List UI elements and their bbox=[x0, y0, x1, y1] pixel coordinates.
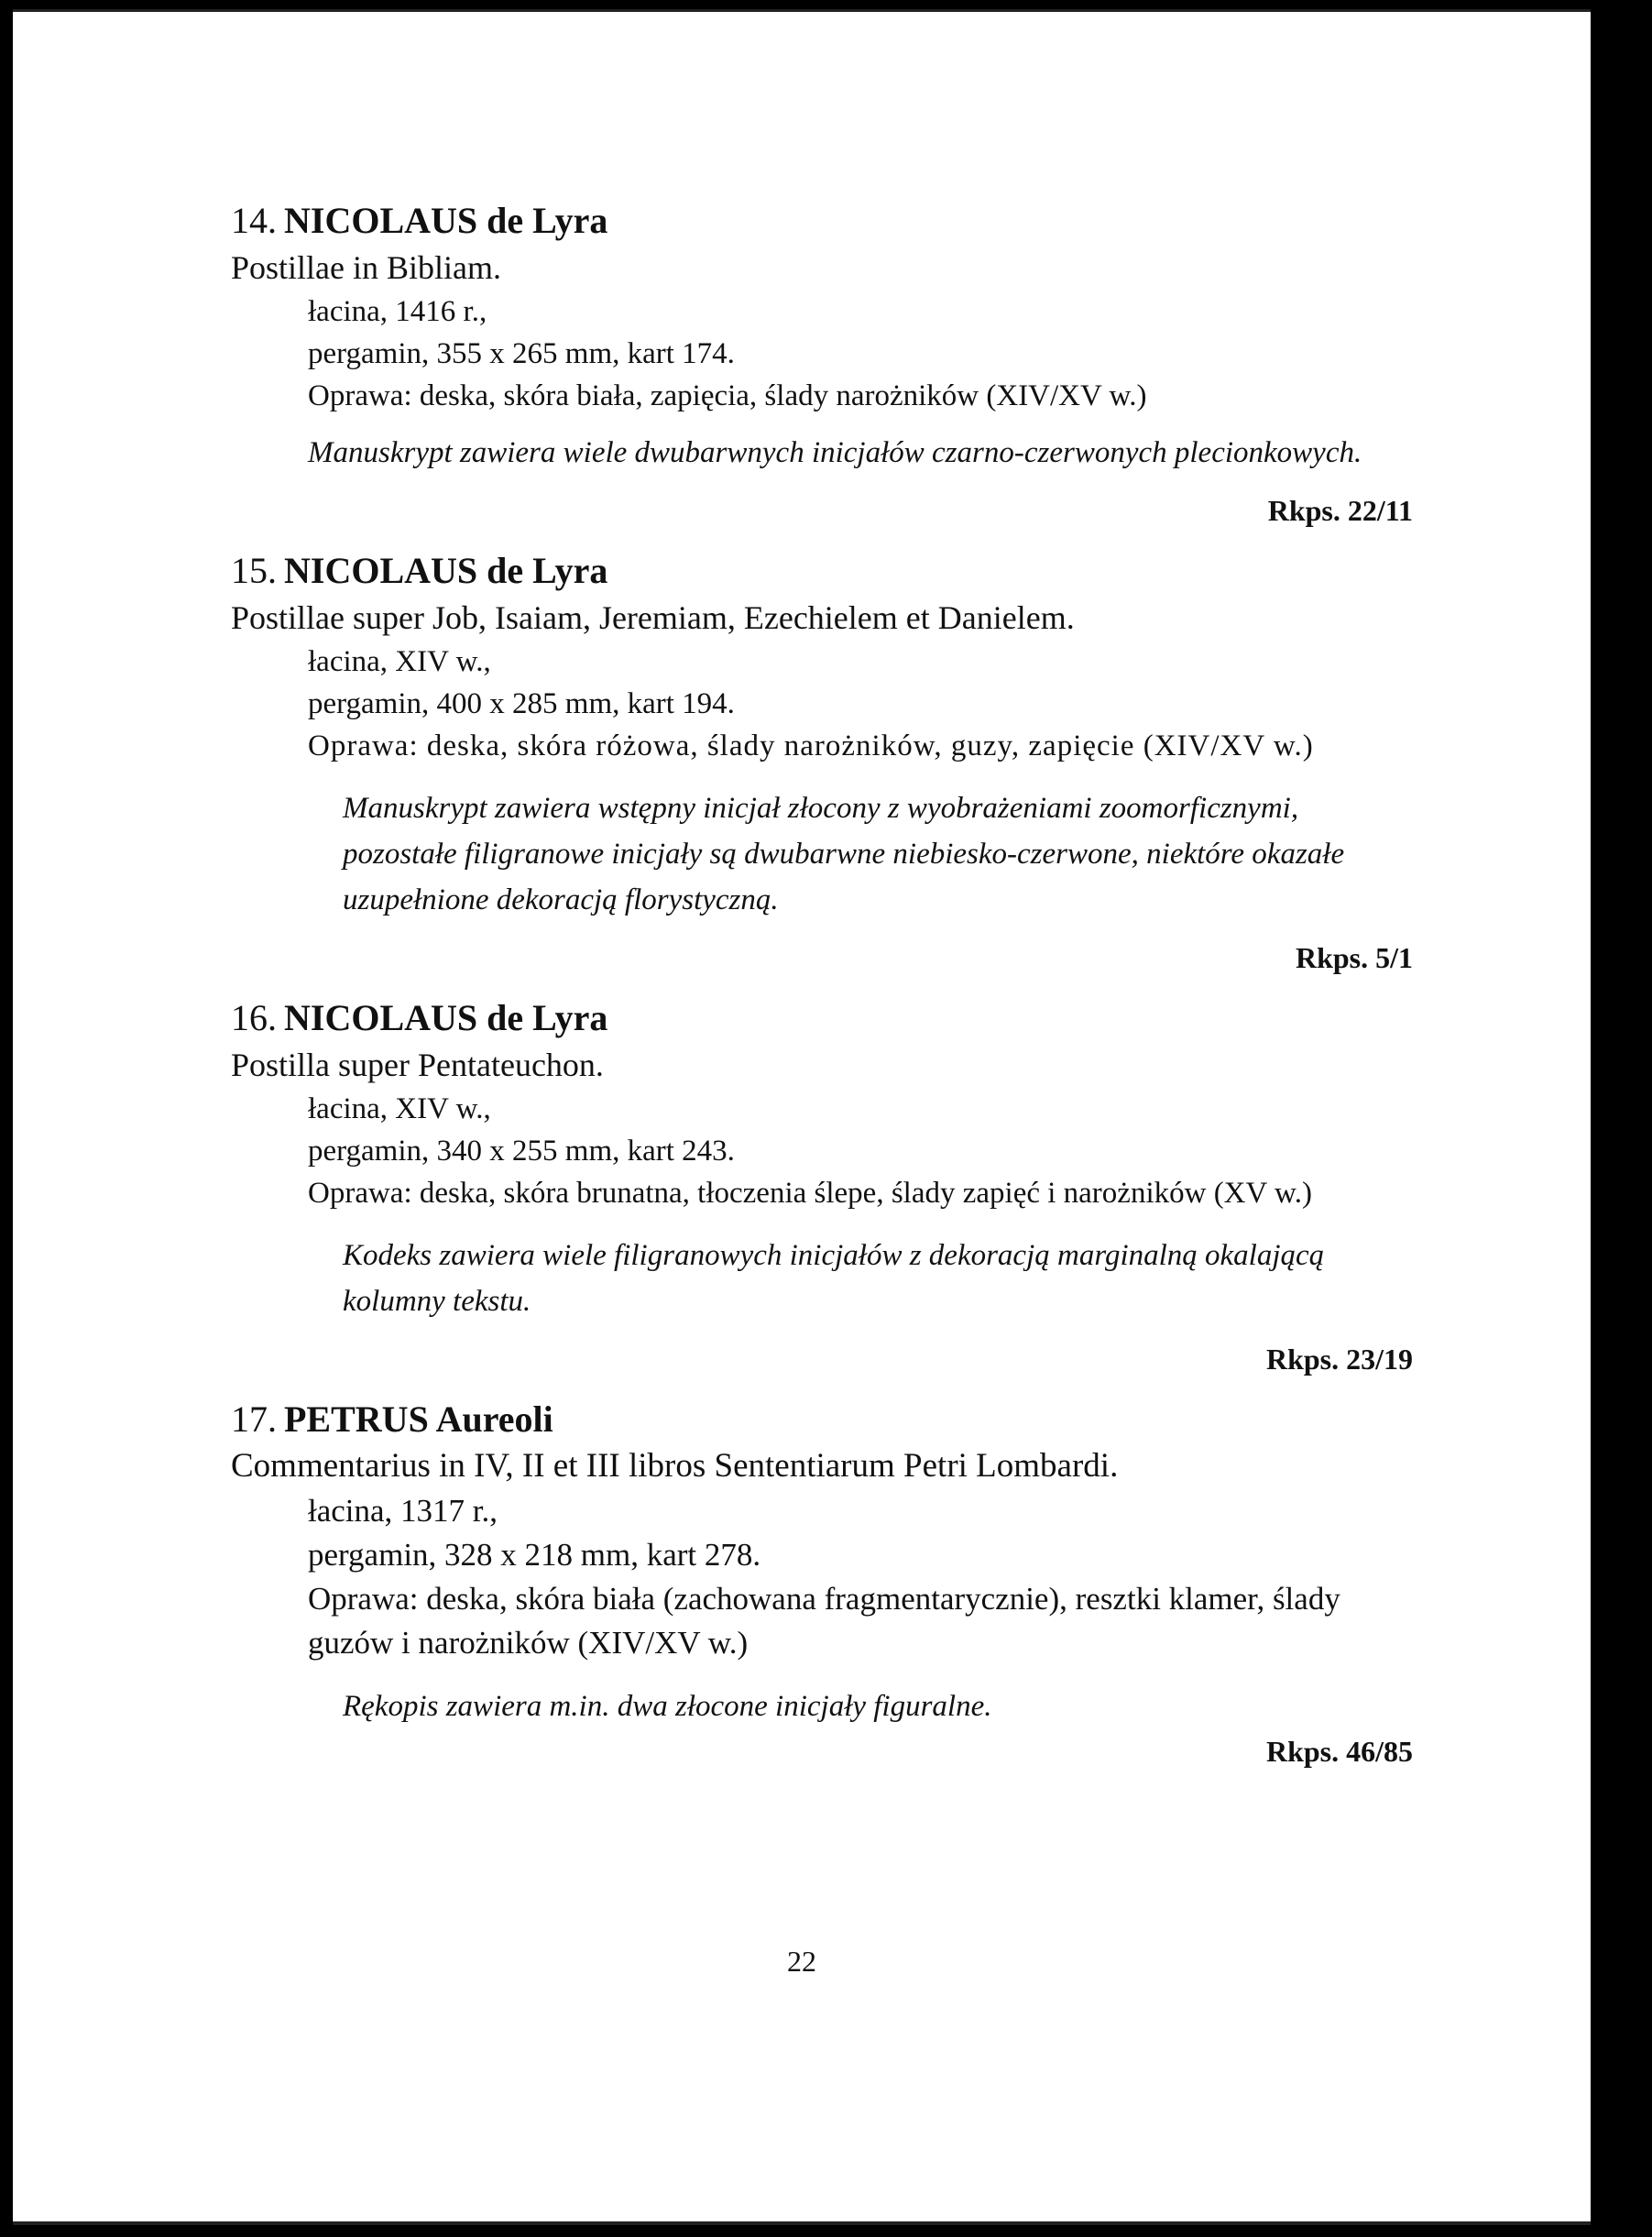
page-top-edge bbox=[13, 9, 1591, 12]
entry-material: pergamin, 340 x 255 mm, kart 243. bbox=[308, 1135, 735, 1168]
entry-heading bbox=[231, 994, 1413, 1042]
entry-binding: Oprawa: deska, skóra biała (zachowana fragmentarycznie), resztki klamer, ślady guzów i narożników (XIV/XV w.) bbox=[308, 1581, 1340, 1661]
page-bottom-edge bbox=[13, 2221, 1591, 2225]
entry-heading bbox=[231, 547, 1413, 595]
page-number: 22 bbox=[787, 1945, 816, 1978]
entry-language-date: łacina, XIV w., bbox=[308, 1092, 491, 1125]
catalog-entry-15 bbox=[231, 547, 1413, 980]
entry-material: pergamin, 400 x 285 mm, kart 194. bbox=[308, 687, 735, 720]
entry-shelfmark: Rkps. 46/85 bbox=[1265, 1735, 1413, 1768]
catalog-entry-14 bbox=[231, 197, 1413, 532]
entry-material: pergamin, 355 x 265 mm, kart 174. bbox=[308, 337, 735, 370]
catalog-entry-16 bbox=[231, 994, 1413, 1381]
entry-note: Manuskrypt zawiera wstępny inicjał złocony z wyobrażeniami zoomorficznymi, pozostałe filigranowe inicjały są dwubarwne niebiesko-czerwone, niektóre okazałe uzupełnione dekoracją florystyczną. bbox=[343, 792, 1345, 916]
entry-binding: Oprawa: deska, skóra brunatna, tłoczenia ślepe, ślady zapięć i narożników (XV w.) bbox=[308, 1177, 1312, 1210]
entry-heading bbox=[231, 197, 1413, 245]
entry-title: Postilla super Pentateuchon. bbox=[231, 1047, 604, 1083]
entry-binding: Oprawa: deska, skóra biała, zapięcia, ślady narożników (XIV/XV w.) bbox=[308, 379, 1147, 412]
entry-number: 15. bbox=[231, 550, 277, 591]
entry-language-date: łacina, 1416 r., bbox=[308, 295, 487, 328]
entry-number: 16. bbox=[231, 997, 277, 1038]
entry-number: 17. bbox=[231, 1398, 277, 1440]
entry-material: pergamin, 328 x 218 mm, kart 278. bbox=[308, 1537, 761, 1573]
catalog-page bbox=[13, 9, 1591, 2225]
entry-author: NICOLAUS de Lyra bbox=[284, 200, 608, 241]
entry-note: Rękopis zawiera m.in. dwa złocone inicjały figuralne. bbox=[343, 1690, 992, 1723]
entry-note: Manuskrypt zawiera wiele dwubarwnych inicjałów czarno-czerwonych plecionkowych. bbox=[308, 436, 1362, 469]
entry-language-date: łacina, 1317 r., bbox=[308, 1493, 498, 1529]
entry-author: NICOLAUS de Lyra bbox=[284, 550, 608, 591]
entry-title: Commentarius in IV, II et III libros Sententiarum Petri Lombardi. bbox=[231, 1447, 1119, 1485]
entry-shelfmark: Rkps. 22/11 bbox=[1267, 494, 1413, 527]
catalog-entry-17 bbox=[231, 1396, 1413, 1773]
entry-number: 14. bbox=[231, 200, 277, 241]
entry-shelfmark: Rkps. 5/1 bbox=[1295, 941, 1413, 974]
catalog-entries bbox=[231, 197, 1413, 1773]
entry-author: NICOLAUS de Lyra bbox=[284, 997, 608, 1038]
entry-title: Postillae super Job, Isaiam, Jeremiam, Ezechielem et Danielem. bbox=[231, 599, 1075, 636]
entry-title: Postillae in Bibliam. bbox=[231, 249, 501, 286]
entry-language-date: łacina, XIV w., bbox=[308, 645, 491, 678]
entry-heading bbox=[231, 1396, 1413, 1443]
entry-binding: Oprawa: deska, skóra różowa, ślady narożników, guzy, zapięcie (XIV/XV w.) bbox=[308, 729, 1314, 762]
entry-note: Kodeks zawiera wiele filigranowych inicjałów z dekoracją marginalną okalającą kolumny tekstu. bbox=[343, 1239, 1325, 1318]
entry-shelfmark: Rkps. 23/19 bbox=[1265, 1343, 1413, 1376]
entry-author: PETRUS Aureoli bbox=[284, 1398, 553, 1440]
